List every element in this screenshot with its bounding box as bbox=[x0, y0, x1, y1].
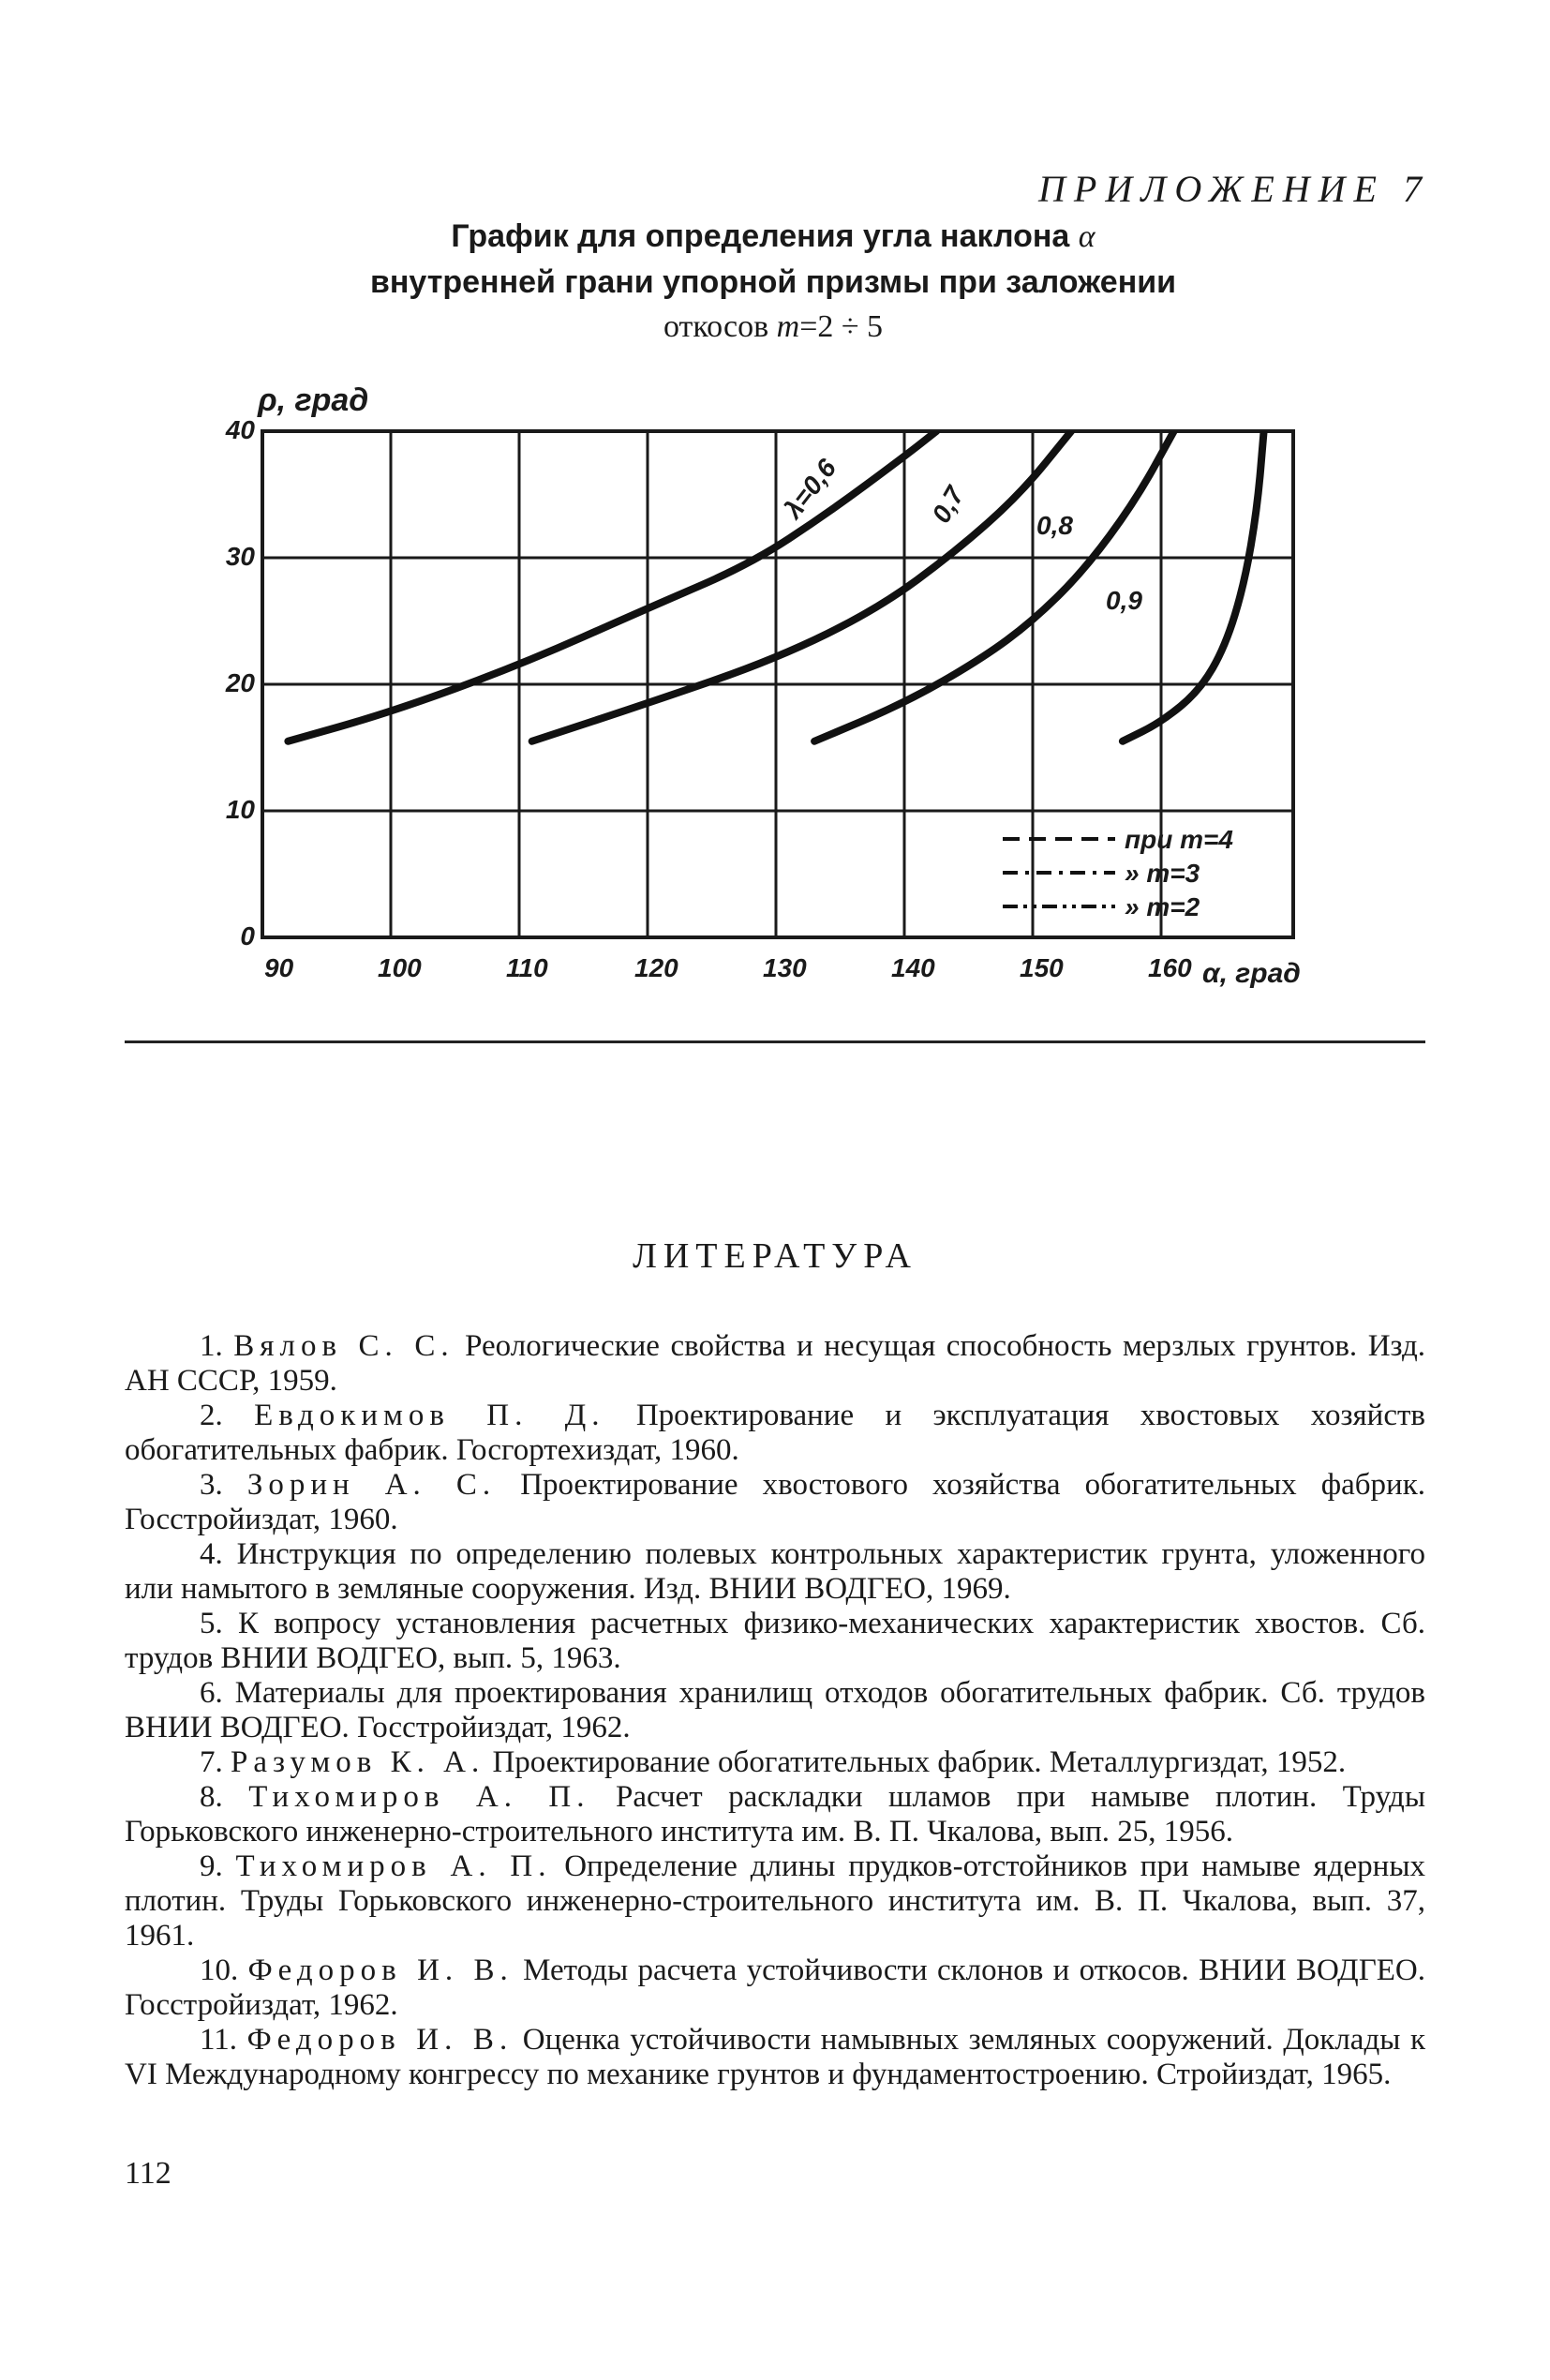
reference-author: Федоров И. В. bbox=[247, 1953, 514, 1987]
reference-item bbox=[125, 1537, 1425, 1607]
chart-title-line-3-text: откосов bbox=[663, 309, 777, 344]
series-label: λ=0,6 bbox=[778, 453, 842, 524]
angle-chart bbox=[0, 0, 1550, 1031]
y-tick-label: 10 bbox=[225, 795, 255, 824]
reference-author: Федоров И. В. bbox=[246, 2023, 514, 2057]
chart-legend bbox=[1003, 825, 1233, 921]
reference-text: Реологические свойства и несущая способность мерзлых грунтов. Изд. АН СССР, 1959. bbox=[125, 1329, 1426, 1398]
x-tick-label: 160 bbox=[1148, 953, 1192, 982]
reference-item bbox=[125, 1953, 1425, 2023]
reference-text: Проектирование обогатительных фабрик. Металлургиздат, 1952. bbox=[484, 1745, 1347, 1779]
reference-author: Тихомиров А. П. bbox=[235, 1849, 552, 1883]
reference-text: Инструкция по определению полевых контрольных характеристик грунта, уложенного или намытого в земляные сооружения. Изд. ВНИИ ВОДГЕО, 1969. bbox=[125, 1537, 1425, 1606]
reference-number: 10. bbox=[200, 1953, 248, 1987]
reference-list bbox=[125, 1329, 1425, 2092]
reference-author: Зорин А. С. bbox=[246, 1468, 497, 1502]
chart-title-line-3-rest: =2 ÷ 5 bbox=[799, 309, 884, 344]
x-axis-label: α, град bbox=[1202, 958, 1301, 989]
reference-text: Оценка устойчивости намывных земляных сооружений. Доклады к VI Международному конгрессу по механике грунтов и фундаментостроению. Стройиздат, 1965. bbox=[125, 2023, 1426, 2091]
reference-text: Проектирование и эксплуатация хвостовых хозяйств обогатительных фабрик. Госгортехиздат, 1960. bbox=[125, 1399, 1425, 1467]
y-axis-label: ρ, град bbox=[258, 382, 369, 418]
x-tick-label: 90 bbox=[264, 953, 294, 982]
literature-title: ЛИТЕРАТУРА bbox=[633, 1236, 917, 1276]
reference-number: 8. bbox=[200, 1780, 249, 1814]
reference-number: 11. bbox=[200, 2023, 247, 2057]
reference-number: 3. bbox=[200, 1468, 247, 1502]
x-tick-label: 110 bbox=[506, 953, 548, 982]
series-label: 0,8 bbox=[1036, 511, 1073, 540]
x-tick-label: 120 bbox=[634, 953, 678, 982]
chart-series-labels bbox=[777, 453, 1142, 615]
reference-number: 9. bbox=[200, 1849, 236, 1883]
legend-label: при m=4 bbox=[1125, 825, 1233, 854]
legend-label: » m=3 bbox=[1125, 859, 1200, 888]
y-tick-label: 40 bbox=[225, 415, 255, 444]
reference-number: 4. bbox=[200, 1537, 237, 1571]
reference-text: Проектирование хвостового хозяйства обогатительных фабрик. Госстройиздат, 1960. bbox=[125, 1468, 1426, 1536]
series-label: 0,9 bbox=[1106, 586, 1142, 615]
reference-number: 7. bbox=[200, 1745, 231, 1779]
y-tick-label: 0 bbox=[240, 921, 255, 951]
x-tick-label: 100 bbox=[378, 953, 422, 982]
reference-item bbox=[125, 1745, 1425, 1780]
x-tick-label: 140 bbox=[891, 953, 935, 982]
reference-author: Тихомиров А. П. bbox=[248, 1780, 590, 1814]
legend-label: » m=2 bbox=[1125, 892, 1200, 921]
y-tick-label: 30 bbox=[225, 542, 255, 571]
appendix-heading: ПРИЛОЖЕНИЕ 7 bbox=[1038, 168, 1430, 210]
chart-title-line-1-text: График для определения угла наклона bbox=[451, 218, 1079, 254]
reference-number: 1. bbox=[200, 1329, 234, 1363]
reference-text: К вопросу установления расчетных физико-механических характеристик хвостов. Сб. трудов ВНИИ ВОДГЕО, вып. 5, 1963. bbox=[125, 1607, 1425, 1675]
reference-item bbox=[125, 1329, 1425, 1399]
section-divider bbox=[125, 1040, 1425, 1043]
x-tick-label: 130 bbox=[763, 953, 807, 982]
series-label: 0,7 bbox=[926, 481, 970, 528]
series-curve-0 bbox=[288, 431, 936, 741]
page-number: 112 bbox=[125, 2156, 171, 2191]
reference-author: Разумов К. А. bbox=[231, 1745, 485, 1779]
reference-number: 2. bbox=[200, 1399, 255, 1432]
chart-tick-labels bbox=[225, 415, 1192, 982]
chart-title-line-2: внутренней грани упорной призмы при заложении bbox=[369, 264, 1177, 300]
reference-item bbox=[125, 1468, 1425, 1537]
reference-author: Вялов С. С. bbox=[233, 1329, 455, 1363]
reference-text: Методы расчета устойчивости склонов и откосов. ВНИИ ВОДГЕО. Госстройиздат, 1962. bbox=[125, 1953, 1426, 2022]
x-tick-label: 150 bbox=[1020, 953, 1064, 982]
reference-number: 5. bbox=[200, 1607, 238, 1640]
reference-text: Расчет раскладки шламов при намыве плотин. Труды Горьковского инженерно-строительного института им. В. П. Чкалова, вып. 25, 1956. bbox=[125, 1780, 1425, 1849]
reference-item bbox=[125, 1607, 1425, 1676]
y-tick-label: 20 bbox=[225, 668, 255, 697]
reference-text: Определение длины прудков-отстойников при намыве ядерных плотин. Труды Горьковского инженерно-строительного института им. В. П. Чкалова, вып. 37, 1961. bbox=[125, 1849, 1425, 1953]
reference-number: 6. bbox=[200, 1676, 235, 1710]
reference-item bbox=[125, 1849, 1425, 1953]
reference-item bbox=[125, 1780, 1425, 1849]
reference-item bbox=[125, 2023, 1425, 2092]
reference-item bbox=[125, 1676, 1425, 1745]
reference-item bbox=[125, 1399, 1425, 1468]
reference-author: Евдокимов П. Д. bbox=[254, 1399, 605, 1432]
chart-title-alpha: α bbox=[1078, 219, 1095, 254]
reference-text: Материалы для проектирования хранилищ отходов обогатительных фабрик. Сб. трудов ВНИИ ВОДГЕО. Госстройиздат, 1962. bbox=[125, 1676, 1426, 1744]
chart-title-m: m bbox=[776, 309, 800, 344]
